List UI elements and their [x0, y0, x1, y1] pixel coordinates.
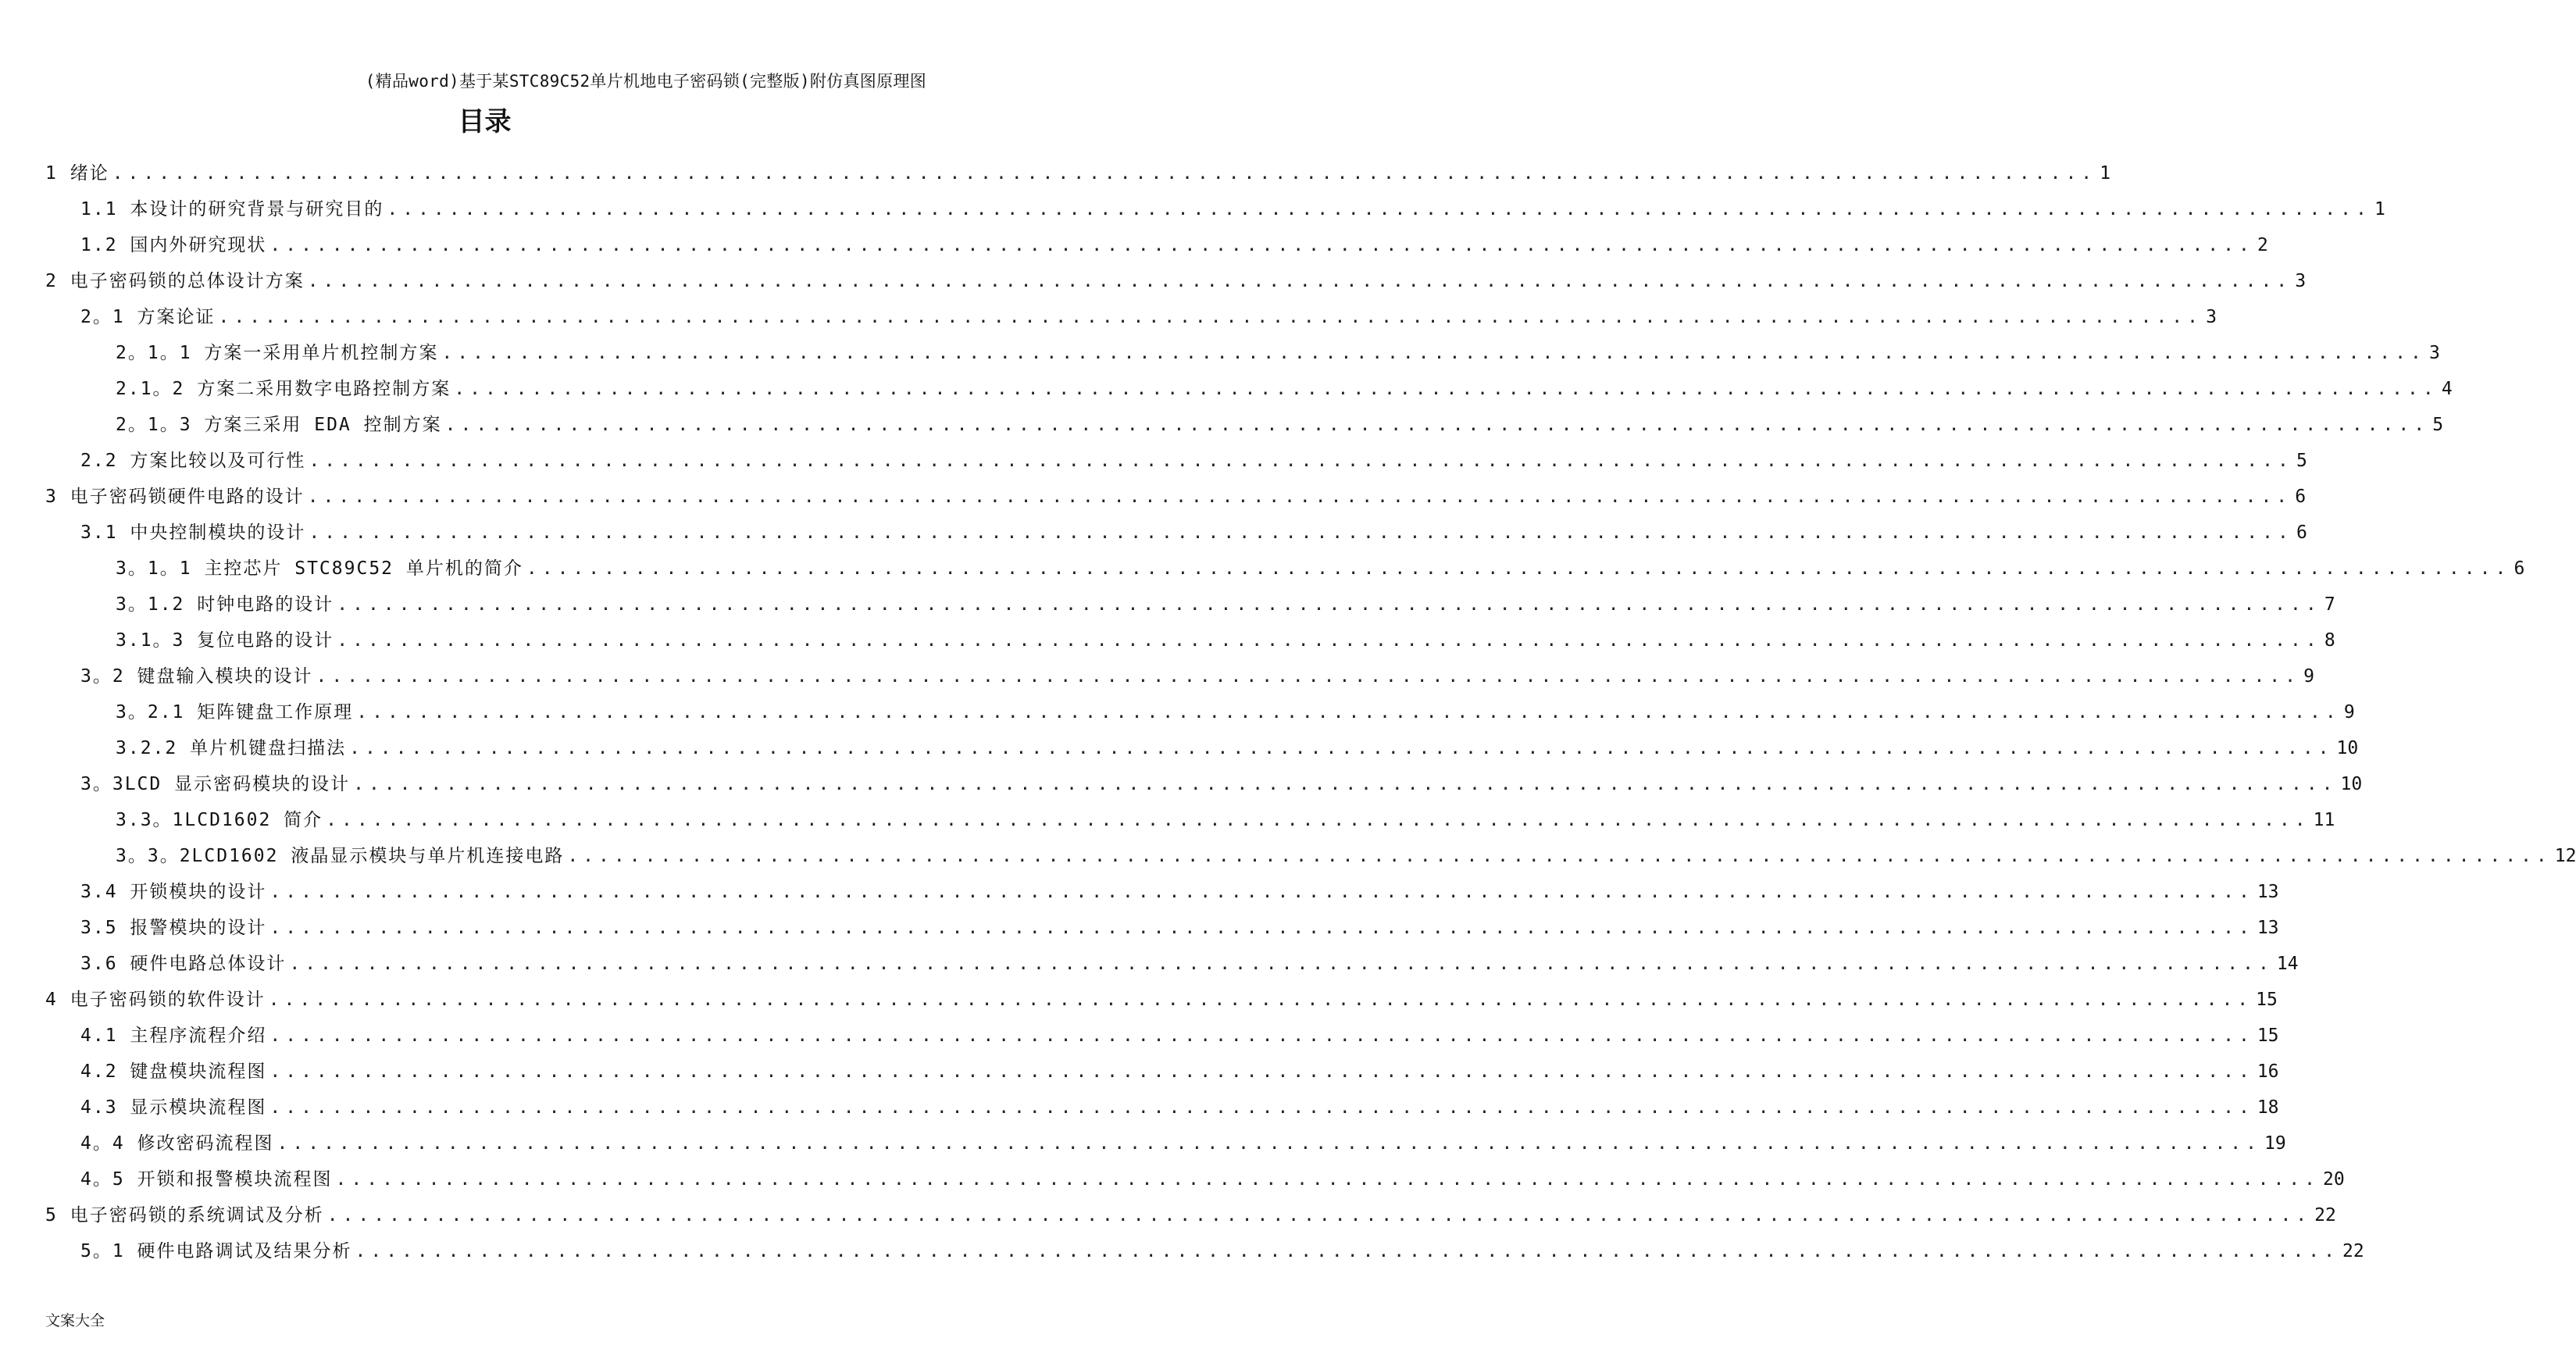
dot-leader: ................................................................................................................................	[326, 1205, 2312, 1226]
toc-entry[interactable]	[45, 687, 2355, 723]
toc-entry-page: 9	[2343, 702, 2355, 722]
toc-entry[interactable]	[45, 903, 2279, 939]
toc-entry-page: 15	[2257, 1026, 2279, 1046]
toc-entry-page: 3	[2295, 271, 2307, 291]
toc-entry-label: 3.5 报警模块的设计	[80, 917, 269, 939]
toc-entry-page: 13	[2257, 882, 2279, 902]
toc-entry-label: 3 电子密码锁硬件电路的设计	[45, 486, 308, 508]
toc-entry[interactable]	[45, 795, 2335, 831]
toc-entry-page: 12	[2554, 846, 2576, 866]
dot-leader: ................................................................................................................................	[309, 451, 2293, 471]
dot-leader: ................................................................................................................................	[309, 523, 2293, 543]
dot-leader: ................................................................................................................................	[277, 1133, 2261, 1154]
dot-leader: ................................................................................................................................	[269, 1026, 2254, 1046]
toc-entry-label: 1.1 本设计的研究背景与研究目的	[80, 198, 387, 220]
toc-entry-page: 22	[2314, 1205, 2336, 1226]
toc-entry-page: 3	[2428, 343, 2440, 363]
toc-entry-page: 11	[2313, 810, 2335, 830]
toc-entry-page: 15	[2256, 990, 2278, 1010]
dot-leader: ................................................................................................................................	[355, 1241, 2339, 1261]
toc-entry[interactable]	[45, 220, 2268, 256]
dot-leader: ................................................................................................................................	[307, 487, 2292, 507]
dot-leader: ................................................................................................................................	[454, 379, 2439, 399]
toc-entry[interactable]	[45, 867, 2279, 903]
toc-entry[interactable]	[45, 723, 2359, 759]
toc-entry-label: 3。3LCD 显示密码模块的设计	[80, 773, 353, 795]
dot-leader: ................................................................................................................................	[353, 774, 2338, 794]
toc-entry-label: 2 电子密码锁的总体设计方案	[45, 270, 308, 292]
toc-entry[interactable]	[45, 184, 2385, 220]
dot-leader: ................................................................................................................................	[335, 1169, 2320, 1190]
dot-leader: ................................................................................................................................	[289, 954, 2274, 974]
toc-entry-label: 5。1 硬件电路调试及结果分析	[80, 1240, 355, 1262]
toc-entry-page: 16	[2257, 1061, 2279, 1082]
toc-entry[interactable]	[45, 615, 2335, 651]
toc-entry[interactable]	[45, 508, 2307, 544]
toc-entry-label: 3.3。1LCD1602 简介	[116, 809, 326, 831]
dot-leader: ................................................................................................................................	[441, 343, 2426, 363]
dot-leader: ................................................................................................................................	[268, 990, 2253, 1010]
toc-entry-label: 1.2 国内外研究现状	[80, 234, 269, 256]
toc-entry[interactable]	[45, 759, 2363, 795]
toc-entry-page: 22	[2342, 1241, 2364, 1261]
toc-entry-label: 3。2.1 矩阵键盘工作原理	[116, 701, 356, 723]
toc-entry-label: 2.1。2 方案二采用数字电路控制方案	[116, 378, 454, 400]
toc-entry-page: 10	[2336, 738, 2359, 758]
toc-entry-label: 5 电子密码锁的系统调试及分析	[45, 1204, 327, 1226]
toc-entry-page: 1	[2100, 163, 2111, 184]
toc-entry-page: 4	[2441, 379, 2453, 399]
dot-leader: ................................................................................................................................	[316, 666, 2300, 687]
toc-entry-page: 6	[2514, 558, 2525, 579]
toc-entry-label: 4。5 开锁和报警模块流程图	[80, 1168, 336, 1190]
dot-leader: ................................................................................................................................	[307, 271, 2292, 291]
toc-entry-page: 19	[2264, 1133, 2286, 1154]
page-footer: 文案大全	[45, 1312, 105, 1329]
toc-entry[interactable]	[45, 1083, 2279, 1118]
toc-entry-label: 3.6 硬件电路总体设计	[80, 953, 289, 975]
toc-entry[interactable]	[45, 939, 2299, 975]
toc-entry-page: 9	[2303, 666, 2314, 687]
toc-entry-label: 3.4 开锁模块的设计	[80, 881, 269, 903]
dot-leader: ................................................................................................................................	[112, 163, 2097, 184]
toc-entry-label: 3。3。2LCD1602 液晶显示模块与单片机连接电路	[116, 845, 567, 867]
toc-entry-page: 6	[2296, 523, 2307, 543]
toc-entry-page: 2	[2257, 235, 2268, 255]
toc-entry-page: 10	[2340, 774, 2363, 794]
page-title: 目录	[458, 106, 512, 137]
dot-leader: ................................................................................................................................	[326, 810, 2310, 830]
toc-entry-label: 2。1。3 方案三采用 EDA 控制方案	[116, 414, 445, 436]
toc-entry[interactable]	[45, 1047, 2279, 1083]
dot-leader: ................................................................................................................................	[526, 558, 2511, 579]
toc-entry-page: 1	[2374, 199, 2385, 219]
toc-entry-page: 6	[2295, 487, 2307, 507]
toc-entry-page: 7	[2324, 594, 2335, 615]
dot-leader: ................................................................................................................................	[387, 199, 2371, 219]
toc-entry-label: 4 电子密码锁的软件设计	[45, 989, 269, 1011]
dot-leader: ................................................................................................................................	[349, 738, 2334, 758]
toc-entry-label: 2。1。1 方案一采用单片机控制方案	[116, 342, 441, 364]
toc-entry-label: 4。4 修改密码流程图	[80, 1133, 277, 1154]
dot-leader: ................................................................................................................................	[269, 1061, 2254, 1082]
toc-entry-page: 13	[2257, 918, 2279, 938]
dot-leader: ................................................................................................................................	[269, 235, 2254, 255]
toc-entry[interactable]	[45, 436, 2307, 472]
dot-leader: ................................................................................................................................	[444, 415, 2430, 435]
table-of-contents	[45, 148, 2576, 1262]
toc-entry-label: 4.3 显示模块流程图	[80, 1097, 269, 1118]
toc-entry[interactable]	[45, 292, 2217, 328]
toc-entry[interactable]	[45, 651, 2314, 687]
toc-entry[interactable]	[45, 364, 2453, 400]
toc-entry-label: 3.1 中央控制模块的设计	[80, 522, 309, 544]
toc-entry[interactable]	[45, 580, 2335, 615]
toc-entry[interactable]	[45, 1154, 2345, 1190]
toc-entry[interactable]	[45, 472, 2307, 508]
toc-entry[interactable]	[45, 975, 2278, 1011]
dot-leader: ................................................................................................................................	[567, 846, 2552, 866]
toc-entry-label: 2。1 方案论证	[80, 306, 219, 328]
toc-entry[interactable]	[45, 544, 2525, 580]
toc-entry[interactable]	[45, 148, 2111, 184]
toc-entry-label: 2.2 方案比较以及可行性	[80, 450, 309, 472]
toc-entry[interactable]	[45, 256, 2307, 292]
toc-entry[interactable]	[45, 1226, 2364, 1262]
toc-entry-label: 3。2 键盘输入模块的设计	[80, 665, 316, 687]
dot-leader: ................................................................................................................................	[337, 594, 2321, 615]
toc-entry-label: 3。1.2 时钟电路的设计	[116, 594, 337, 615]
toc-entry[interactable]	[45, 400, 2444, 436]
toc-entry-label: 4.2 键盘模块流程图	[80, 1061, 269, 1083]
toc-entry[interactable]	[45, 1118, 2286, 1154]
dot-leader: ................................................................................................................................	[337, 630, 2321, 651]
toc-entry[interactable]	[45, 1011, 2279, 1047]
toc-entry-label: 4.1 主程序流程介绍	[80, 1025, 269, 1047]
toc-entry-label: 1 绪论	[45, 162, 112, 184]
toc-entry-page: 5	[2296, 451, 2307, 471]
toc-entry[interactable]	[45, 1190, 2336, 1226]
dot-leader: ................................................................................................................................	[218, 307, 2203, 327]
toc-entry-page: 3	[2206, 307, 2217, 327]
dot-leader: ................................................................................................................................	[269, 1097, 2254, 1118]
dot-leader: ................................................................................................................................	[269, 918, 2254, 938]
toc-entry[interactable]	[45, 831, 2576, 867]
toc-entry-page: 20	[2322, 1169, 2345, 1190]
dot-leader: ................................................................................................................................	[356, 702, 2341, 722]
toc-entry-page: 5	[2432, 415, 2444, 435]
dot-leader: ................................................................................................................................	[269, 882, 2254, 902]
toc-entry-page: 18	[2257, 1097, 2279, 1118]
toc-entry-page: 14	[2276, 954, 2299, 974]
toc-entry-label: 3.1。3 复位电路的设计	[116, 630, 337, 651]
page-header: (精品word)基于某STC89C52单片机地电子密码锁(完整版)附仿真图原理图	[365, 72, 926, 91]
toc-entry-page: 8	[2324, 630, 2335, 651]
toc-entry-label: 3。1。1 主控芯片 STC89C52 单片机的简介	[116, 558, 526, 580]
toc-entry[interactable]	[45, 328, 2440, 364]
toc-entry-label: 3.2.2 单片机键盘扫描法	[116, 737, 349, 759]
